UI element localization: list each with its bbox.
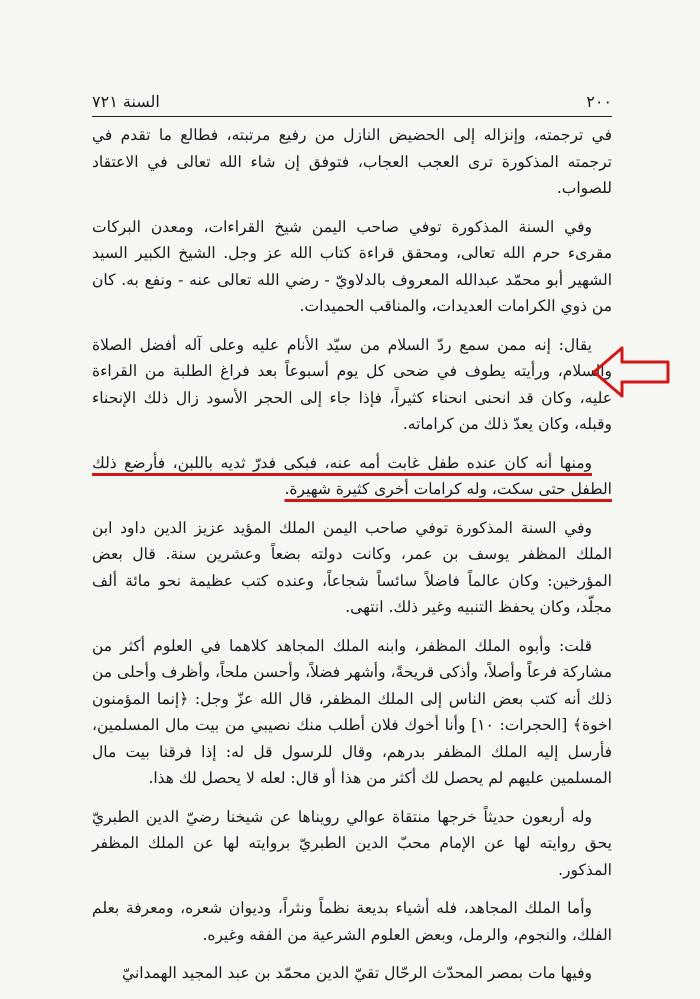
paragraph-5: وفي السنة المذكورة توفي صاحب اليمن الملك المؤيد عزيز الدين داود ابن الملك المظفر يوسف بن عمر، وكانت دولته بضعاً وعشرين سنة. قال بعض المؤرخين: وكان عالماً فاضلاً سائساً شجاعاً، وعنده كتب عظيمة نحو مائة ألف مجلّد، وكان يحفظ التنبيه وغير ذلك. انتهى. <box>92 518 612 616</box>
paragraph-3: يقال: إنه ممن سمع ردّ السلام من سيّد الأنام عليه وعلى آله أفضل الصلاة والسلام، ورأيته يطوف في ضحى كل يوم أسبوعاً بعد فراغ الطلبة من القراءة عليه، وكان قد انحنى انحناء كثيراً، فإذا جاء إلى الحجر الأسود زال ذلك الإنحناء وقبله، وكان يعدّ ذلك من كراماته. <box>92 335 612 433</box>
page-number: ٢٠٠ <box>586 92 612 111</box>
paragraph-8: وأما الملك المجاهد، فله أشياء بديعة نظماً ونثراً، وديوان شعره، ومعرفة بعلم الفلك، والنجوم، والرمل، وبعض العلوم الشرعية من الفقه وغيره. <box>92 899 612 944</box>
paragraph-4-highlighted: ومنها أنه كان عنده طفل غابت أمه عنه، فبكى فدرّ ثديه باللبن، فأرضع ذلك الطفل حتى سكت، وله كرامات أخرى كثيرة شهيرة. <box>92 453 612 498</box>
running-header <box>92 92 612 116</box>
left-arrow-outline-icon <box>592 344 672 400</box>
paragraph-7: وله أربعون حديثاً خرجها منتقاة عوالي رويناها عن شيخنا رضيّ الدين الطبريّ يحق روايته لها عن الإمام محبّ الدين الطبريّ بروايته لها عن الملك المظفر المذكور. <box>92 807 612 879</box>
paragraph-6: قلت: وأبوه الملك المظفر، وابنه الملك المجاهد كلاهما في العلوم أكثر من مشاركة فرعاً وأصلاً، وأذكى قريحةً، وأشهر فضلاً، وأحسن ملحاً، وأظرف وأحلى من ذلك أنه كتب بعض الناس إلى الملك المظفر، قال الله عزّ وجل: ﴿إنما المؤمنون اخوة﴾ [الحجرات: ١٠] وأنا أخوك فلان أطلب منك نصيبي من بيت مال المسلمين، فأرسل إليه الملك المظفر بدرهم، وقال للرسول قل له: إذا فرقنا بيت مال المسلمين عليهم لم يحصل لك أكثر من هذا أو قال: لعله لا يحصل لك هذا. <box>92 636 612 787</box>
year-label: السنة ٧٢١ <box>92 92 160 111</box>
body-text <box>92 122 612 999</box>
paragraph-1: في ترجمته، وإنزاله إلى الحضيض النازل من رفيع مرتبته، فطالع ما تقدم في ترجمته المذكورة ترى العجب العجاب، فتوفق إن شاء الله تعالى في الاعتقاد للصواب. <box>92 126 612 197</box>
paragraph-9: وفيها مات بمصر المحدّث الرحّال تقيّ الدين محمّد بن عبد المجيد الهمدانيّ <box>122 964 592 982</box>
header-divider <box>92 116 612 117</box>
paragraph-2: وفي السنة المذكورة توفي صاحب اليمن شيخ القراءات، ومعدن البركات مقرىء حرم الله تعالى، ومحقق قراءة كتاب الله عز وجل. الشيخ الكبير السيد الشهير أبو محمّد عبدالله المعروف بالدلاويّ - رضي الله تعالى عنه - ونفع به. كان من ذوي الكرامات العديدات، والمناقب الحميدات. <box>92 217 612 315</box>
